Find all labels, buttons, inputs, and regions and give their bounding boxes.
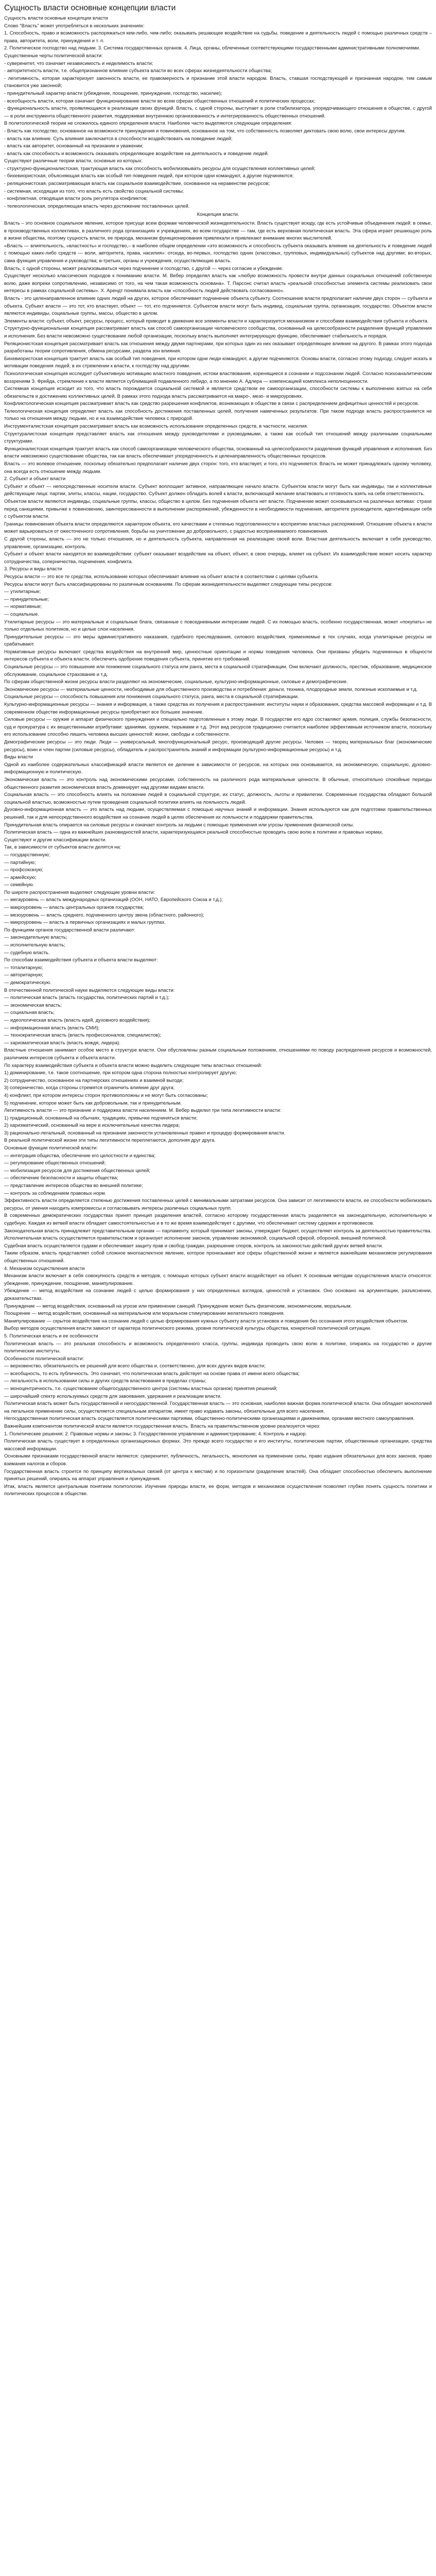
paragraph: Эффективность власти определяется степенью достижения поставленных целей с минимальными затратами ресурсов. Она зависит от легитимности власти, ее способности мобилизовать ресурсы, от умения находить компромиссы и согласовывать интересы различных социальных групп. — [4, 1197, 432, 1211]
paragraph: Поощрение — метод воздействия, основанный на материальном или моральном стимулировании желательного поведения. — [4, 1310, 285, 1316]
paragraph: Особенности политической власти: — [4, 1355, 84, 1361]
paragraph: Манипулирование — скрытое воздействие на сознание людей с целью формирования нужных субъекту власти установок и поведения без осознания этого воздействия объектом. — [4, 1317, 408, 1324]
paragraph: — государственную; — [4, 851, 50, 857]
paragraph: Субъект и объект власти находятся во взаимодействии: субъект оказывает воздействие на объект, объект, в свою очередь, влияет на субъект. Их взаимодействие может носить характер сотрудничества, соперничества, подчинения, конфликта. — [4, 551, 432, 564]
paragraph: Структурно-функциональная концепция рассматривает власть как способ самоорганизации человеческого сообщества, основанный на целесообразности разделения функций управления и исполнения. Без власти невозможно существование любой организации, поскольку власть выполняет интегрирующую функцию, обеспечивает стабильность и порядок. — [4, 325, 432, 338]
paragraph: 3) соперничество, когда стороны стремятся ограничить влияние друг друга; — [4, 1084, 175, 1091]
paragraph: Власть – это основное социальное явление, которое присуще всем формам человеческой жизнедеятельности. Власть существует всюду, где есть устойчивые объединения людей: в семье, в производственных коллективах, в различного рода организациях и учреждениях, во всем государстве — там, где есть верховная политическая власть. Эта сфера играет решающую роль в жизни общества, поэтому сущность власти, ее природа, механизм функционирования привлекали и привлекают внимание многих мыслителей. — [4, 220, 432, 241]
paragraph: Социальная власть — это способность влиять на положение людей в социальной структуре, их статус, должность, льготы и привилегии. Современные государства обладают большой социальной властью, возможностью путем проведения социальной политики влиять на лояльность людей. — [4, 791, 432, 805]
paragraph: Убеждение — метод воздействия на сознание людей с целью формирования у них определенных взглядов, ценностей и установок. Оно основано на аргументации, разъяснении, доказательствах. — [4, 1287, 432, 1301]
paragraph: — технократическая власть (власть профессионалов, специалистов); — [4, 1032, 161, 1038]
paragraph: Основными признаками государственной власти являются: суверенитет, публичность, легальность, монополия на применение силы, право издания обязательных для всех законов, право взимания налогов и сборов. — [4, 1453, 432, 1466]
paragraph: — социальные. — [4, 611, 39, 617]
paragraph: Легитимность власти — это признание и поддержка власти населением. М. Вебер выделил три типа легитимности власти: — [4, 1107, 282, 1113]
paragraph: — регулирование общественных отношений; — [4, 1160, 106, 1166]
paragraph: Виды власти — [4, 754, 33, 760]
paragraph: Существуют и другие классификации власти. — [4, 836, 107, 842]
paragraph: — судебную власть. — [4, 949, 50, 955]
paragraph: Социальные ресурсы — это повышение или понижение социального статуса или ранга, места в социальной стратификации. Они включают должность, престиж, образование, медицинское обслуживание, социальное страхование и т.д. — [4, 664, 432, 677]
paragraph: Инструменталистская концепция рассматривает власть как возможность использования определенных средств, в частности, насилия. — [4, 423, 308, 429]
paragraph: — демократическую. — [4, 979, 51, 985]
paragraph: — принудительные; — [4, 596, 49, 602]
paragraph: — законодательную власть; — [4, 934, 67, 940]
paragraph: Реляционистская концепция рассматривает власть как отношения между двумя партнерами, при которых один из них оказывает определяющее влияние на другого. В рамках этого подхода разработаны теории сопротивления, обмена ресурсами, раздела зон влияния. — [4, 340, 432, 354]
paragraph: Государственная власть строится по принципу вертикальных связей (от центра к местам) и по горизонтали (разделение властей). Она обладает способностью обеспечить выполнение принятых решений, опираясь на аппарат управления и принуждения. — [4, 1468, 432, 1482]
paragraph: Механизм власти включает в себя совокупность средств и методов, с помощью которых субъект власти воздействует на объект. К основным методам осуществления власти относятся: убеждение, принуждение, поощрение, манипулирование. — [4, 1273, 432, 1286]
paragraph: В реальной политической жизни эти типы легитимности переплетаются, дополняя друг друга. — [4, 1137, 216, 1143]
paragraph: Властные отношения занимают особое место в структуре власти. Они обусловлены разным социальным положением, отношениями по поводу распределения ресурсов и возможностей, различием интересов субъекта и объекта власти. — [4, 1047, 432, 1060]
paragraph: 1. Политические решения; 2. Правовые нормы и законы; 3. Государственное управление и администрирование; 4. Контроль и надзор. — [4, 1430, 307, 1436]
paragraph: 1. Способность, право и возможность распоряжаться кем-либо, чем-либо; оказывать решающее воздействие на судьбы, поведение и деятельность людей с помощью различных средств – права, авторитета, воли, принуждения и т. п. — [4, 30, 432, 43]
paragraph: 1) доминирование, т.е. такое соотношение, при котором одна сторона полностью контролирует другую; — [4, 1070, 237, 1076]
paragraph: 2) сотрудничество, основанное на партнерских отношениях и взаимной выгоде; — [4, 1077, 184, 1083]
paragraph: Судебная власть осуществляется судами и обеспечивает защиту прав и свобод граждан, разрешение споров, контроль за законностью действий других ветвей власти. — [4, 1242, 383, 1248]
paragraph: Слово "Власть" может употребляться в нескольких значениях: — [4, 22, 145, 28]
paragraph: 5) подчинение, которое может быть как добровольным, так и принудительным. — [4, 1099, 182, 1106]
paragraph: По сферам общественной жизни ресурсы власти разделяют на экономические, социальные, культурно-информационные, силовые и демографические. — [4, 679, 348, 685]
paragraph: Сущность власти основные концепции власти — [4, 15, 108, 21]
paragraph: - телеологическая, определяющая власть через достижение поставленных целей. — [4, 202, 190, 209]
paragraph: — легальность в использовании силы и других средств властвования в пределах страны; — [4, 1378, 206, 1384]
paragraph: Принуждение — метод воздействия, основанный на угрозе или применении санкций. Принуждение может быть физическим, экономическим, моральным. — [4, 1302, 352, 1309]
paragraph: Границы повиновения объекта власти определяются характером объекта, его качествами и степенью подготовленности к восприятию властных распоряжений. Отношение объекта к власти может варьироваться от ожесточенного сопротивления, борьбы на уничтожение до добровольного, с радостью воспринимаемого повиновения. — [4, 520, 432, 534]
paragraph: — информационная власть (власть СМИ); — [4, 1024, 100, 1030]
paragraph: - суверенитет, что означает независимость и неделимость власти; — [4, 60, 153, 66]
paragraph: - всеобщность власти, которая означает функционирование власти во всем сферах общественных отношений и политических процессах; — [4, 97, 316, 104]
paragraph: 2. Политическое господство над людьми. 3. Система государственных органов. 4. Лица, органы, облеченные соответствующими государственными административными полномочиями. — [4, 45, 421, 51]
paragraph: — харизматическая власть (власть вождя, лидера). — [4, 1039, 121, 1045]
paragraph: — широчайший спектр используемых средств для завоевания, удержания и реализации власти. — [4, 1393, 222, 1399]
paragraph: Экономические ресурсы — материальные ценности, необходимые для общественного производства и потребления: деньги, техника, плодородные земли, полезные ископаемые и т.д. — [4, 686, 418, 692]
paragraph: Существенные черты политической власти: — [4, 52, 103, 58]
paragraph: - легитимность, которая характеризует законность власти, ее правомерность и признание этой власти народом. Власть, ставшая господствующей и признанная народом, тем самым становится уже законной; — [4, 75, 432, 89]
paragraph: Нормативные ресурсы включают средства воздействия на внутренний мир, ценностные ориентации и нормы поведения человека. Они призваны убедить подчиненных в общности интересов субъекта и объекта власти, обеспечить одобрение поведения субъекта, принятие его требований. — [4, 648, 432, 662]
paragraph: — микроуровень — власть в первичных организациях и малых группах. — [4, 919, 166, 925]
paragraph: — экономическая власть; — [4, 1002, 62, 1008]
paragraph: Власть - это целенаправленное влияние одних людей на других, которое обеспечивает подчинение объекта субъекту. Соотношение власти предполагает наличие двух сторон — субъекта и объекта. Субъект власти — это тот, кто властвует, объект — тот, кто подчиняется. Субъектом власти могут быть индивид, социальная группа, организация, государство. Объектом власти являются индивиды, социальные группы, массы, общество в целом. — [4, 295, 432, 316]
paragraph: Выбор методов осуществления власти зависит от характера политического режима, уровня политической культуры общества, конкретной политической ситуации. — [4, 1325, 372, 1331]
paragraph: — политическая власть (власть государства, политических партий и т.д.); — [4, 994, 169, 1001]
paragraph: - бихевиористская, объясняющая власть как особый тип поведения людей, при котором одни командуют, а другие подчиняются; — [4, 173, 294, 179]
paragraph: — идеологическая власть (власть идей, духовного воздействия); — [4, 1016, 151, 1023]
paragraph: С другой стороны, власть — это не только отношения, но и деятельность субъекта, направленная на реализацию своей воли. Властная деятельность включает в себя руководство, управление, организацию, контроль. — [4, 535, 432, 549]
section-heading: Концепция власти. — [197, 211, 239, 217]
paragraph: — нормативные; — [4, 603, 42, 609]
paragraph: «Власть — влиятельность, «властность» и господство,– в наиболее общем определении «это возможность и способность субъекта оказывать влияние на деятельность и поведение людей с помощью каких-либо средств — воли, авторитета, права, насилия»: отсюда, во-первых, господство одних (классовых, групповых, индивидуальных) субъектов над другими; во-вторых, сама функция управления и руководства; в-третьих, органы и учреждения, осуществляющие власть. — [4, 242, 432, 263]
paragraph: — тоталитарную; — [4, 964, 43, 970]
paragraph: Субъект и объект — непосредственные носители власти. Субъект воплощает активное, направляющее начало власти. Субъектом власти могут быть как индивиды, так и коллективные действующие лица: партии, элиты, классы, нации, государство. Субъект должен обладать волей к власти, включающей желание властвовать и готовность взять на себя ответственность. — [4, 483, 432, 497]
paragraph: - функциональность власти, проявляющаяся в реализации своих функций. Власть, с одной стороны, выступает в роли стабилизатора, упорядочивающего отношения в обществе, с другой — в роли инструмента общественного развития, поддерживая внутреннюю организованность и интегрированность общественных отношений. — [4, 105, 432, 118]
paragraph: — верховенство, обязательность ее решений для всего общества и, соответственно, для всех других видов власти; — [4, 1363, 266, 1369]
paragraph: — армейскую; — [4, 874, 37, 880]
paragraph: Ресурсы власти могут быть классифицированы по различным основаниям. По сферам жизнедеятельности выделяют следующие типы ресурсов: — [4, 581, 333, 587]
paragraph: По широте распространения выделяют следующие уровни власти: — [4, 889, 155, 895]
paragraph: Принудительная власть опирается на силовые ресурсы и означает контроль за людьми с помощью применения или угрозы применения физической силы. — [4, 821, 354, 827]
paragraph: - Власть как господство, основанное на возможности принуждения и повиновения, основанное на том, что собственность позволяет диктовать свою волю, свои интересы другим. — [4, 127, 406, 133]
paragraph: Элементы власти: субъект, объект, ресурсы, процесс, который приводит в движение все элементы власти и характеризуется механизмом и способами взаимодействия субъекта и объекта. — [4, 317, 429, 324]
paragraph: — контроль за соблюдением правовых норм. — [4, 1190, 107, 1196]
paragraph: Итак, власть является центральным понятием политологии. Изучение природы власти, ее форм, методов и механизмов осуществления позволяет глубже понять сущность политики и политических процессов в обществе. — [4, 1483, 432, 1497]
paragraph: — партийную; — [4, 859, 36, 865]
paragraph: - системная, исходящая из того, что власть есть свойство социальной системы; — [4, 188, 184, 194]
paragraph: Психологическая концепция исследует субъективную мотивацию властного поведения, истоки властвования, коренящиеся в сознании и подсознании людей. Согласно психоаналитическим воззрениям З. Фрейда, стремление к власти является сублимацией подавленного либидо, а по мнению А. Адлера — компенсацией комплекса неполноценности. — [4, 370, 432, 384]
paragraph: - власть как способность и возможность оказывать определяющее воздействие на деятельность и поведение людей. — [4, 150, 269, 156]
paragraph: — семейную. — [4, 882, 34, 888]
paragraph: По характеру взаимодействия субъекта и объекта власти можно выделить следующие типы властных отношений: — [4, 1062, 262, 1068]
paragraph: В современных демократических государствах принят принцип разделения властей, согласно которому государственная власть разделяется на законодательную, исполнительную и судебную. Каждая из ветвей власти обладает самостоятельностью и в то же время взаимодействует с другими, что обеспечивает систему сдержек и противовесов. — [4, 1212, 432, 1226]
paragraph: Одной из наиболее содержательных классификаций власти является ее деление в зависимости от ресурсов, на которых она основывается, на экономическую, социальную, духовно-информационную и политическую. — [4, 761, 432, 775]
paragraph: 3) рационально-легальный, основанный на признании законности установленных правил и процедур формирования власти. — [4, 1129, 286, 1136]
paragraph: - структурно-функционалистская, трактующая власть как способность мобилизовывать ресурсы для осуществления коллективных целей; — [4, 165, 316, 171]
paragraph: — интеграция общества, обеспечение его целостности и единства; — [4, 1152, 156, 1158]
document-body — [4, 14, 432, 1498]
paragraph: Структуралистская концепция представляет власть как отношения между руководителями и руководимыми, а также как особый тип отношений между различными социальными структурами. — [4, 430, 432, 444]
paragraph: Существует несколько классических подходов к пониманию власти. М. Вебер определял власть как «любую возможность провести внутри данных социальных отношений собственную волю, даже вопреки сопротивлению, независимо от того, на чем такая возможность основана». Т. Парсонс считал власть «реальной способностью элемента системы реализовать свои интересы в рамках социальной системы». Х. Арендт понимала власть как «способность людей действовать согласованно». — [4, 273, 432, 294]
paragraph: Социальные ресурсы — способность повышения или понижения социального статуса, ранга, места в социальной стратификации. — [4, 693, 299, 700]
paragraph: По функциям органов государственной власти различают: — [4, 926, 135, 933]
paragraph: - конфликтная, отводящая власти роль регулятора конфликтов; — [4, 195, 148, 201]
paragraph: Исполнительная власть осуществляется правительством и организует исполнение законов, управление экономикой, социальной сферой, обороной, внешней политикой. — [4, 1235, 387, 1241]
paragraph: Культурно-информационные ресурсы — знания и информация, а также средства их получения и распространения: институты науки и образования, средства массовой информации и т.д. В современном обществе информационные ресурсы приобретают все большее значение. — [4, 701, 432, 715]
paragraph: - реляционистская, рассматривающая власть как социальное взаимодействие, основанное на неравенстве ресурсов; — [4, 180, 270, 187]
paragraph: — всеобщность, то есть публичность. Это означает, что политическая власть действует на основе права от имени всего общества; — [4, 1370, 300, 1376]
paragraph: - власть как авторитет, основанный на признании и уважении; — [4, 143, 144, 149]
paragraph: Функционалистская концепция трактует власть как способ самоорганизации человеческого общества, основанный на целесообразности разделения функций управления и исполнения. Без власти невозможно существование общества, так как власть обеспечивает упорядоченность и целенаправленность общественных процессов. — [4, 445, 432, 459]
paragraph: Важнейшим компонентом политической власти является государственная власть. Власть на правительственном уровне реализуется через: — [4, 1423, 321, 1429]
paragraph: Власть, с одной стороны, может реализовываться через подчинение и господство, с другой — через согласие и убеждение. — [4, 265, 284, 271]
paragraph: Бихевиористская концепция трактует власть как особый тип поведения, при котором одни люди командуют, а другие подчиняются. Основы власти, согласно этому подходу, следует искать в мотивации поведения людей, в их стремлении к власти, к господству над другими. — [4, 355, 432, 369]
paragraph: В отечественной политической науке выделяются следующие виды власти: — [4, 987, 175, 993]
paragraph: Политическая власть — одна из важнейших разновидностей власти, характеризующаяся реальной способностью проводить свою волю в политике и правовых нормах. — [4, 829, 383, 835]
paragraph: — авторитарную; — [4, 972, 43, 978]
paragraph: — обеспечение безопасности и защиты общества; — [4, 1175, 118, 1181]
paragraph: — мобилизация ресурсов для достижения общественных целей; — [4, 1167, 150, 1173]
paragraph: — профсоюзную; — [4, 867, 44, 873]
paragraph: — представление интересов общества во внешней политике; — [4, 1182, 143, 1189]
paragraph: Политическая власть — это реальная способность и возможность определенного класса, группы, индивида проводить свою волю в политике, опираясь на государство и другие политические институты. — [4, 1340, 432, 1354]
paragraph: Телеологическая концепция определяет власть как способность достижения поставленных целей, получения намеченных результатов. При таком подходе власть распространяется не только на отношения между людьми, но и на взаимодействие человека с природой. — [4, 408, 432, 421]
paragraph: Основные функции политической власти: — [4, 1145, 98, 1151]
paragraph: Силовые ресурсы — оружие и аппарат физического принуждения и специально подготовленные к этому люди. В государстве его ядро составляют армия, полиция, службы безопасности, суд и прокуратура с их вещественными атрибутами: зданиями, оружием, тюрьмами и т.д. Этот вид ресурсов традиционно считается наиболее эффективным источником власти, поскольку его использование способно лишить человека высших ценностей: жизни, свободы и собственности. — [4, 716, 432, 737]
paragraph: — социальная власть; — [4, 1009, 55, 1015]
paragraph: — мезоуровень — власть среднего, подчиненного центру звена (областного, районного); — [4, 911, 204, 918]
document-title: Сущность власти основные концепции власти — [4, 4, 176, 12]
paragraph: 4) конфликт, при котором интересы сторон противоположны и не могут быть согласованы; — [4, 1092, 208, 1098]
paragraph: — макроуровень — власть центральных органов государства; — [4, 904, 144, 910]
paragraph: — исполнительную власть; — [4, 942, 65, 948]
paragraph: Духовно-информационная власть — это власть над людьми, осуществляемая с помощью научных знаний и информации. Знания используются как для подготовки правительственных решений, так и для непосредственного воздействия на сознание людей в целях обеспечения их лояльности и поддержки правительства. — [4, 806, 432, 820]
paragraph: Законодательная власть принадлежит представительным органам — парламенту, который принимает законы, утверждает бюджет, осуществляет контроль за деятельностью правительства. — [4, 1227, 432, 1233]
paragraph: Существуют различные теории власти, основные из которых: — [4, 158, 143, 164]
paragraph: В политологической теории не сложилось единого определения власти. Наиболее часто выделяются следующие определения: — [4, 120, 292, 126]
paragraph: — моноцентричность, т.е. существование общегосударственного центра (системы властных органов) принятия решений; — [4, 1385, 278, 1392]
paragraph: Так, в зависимости от субъектов власти делятся на: — [4, 844, 121, 850]
paragraph: 3. Ресурсы и виды власти — [4, 566, 62, 572]
paragraph: - власть как влияние. Суть влияния заключается в способности воздействовать на поведение людей; — [4, 135, 233, 141]
paragraph: 4. Механизм осуществления власти — [4, 1265, 85, 1271]
paragraph: Демографические ресурсы — это люди. Люди — универсальный, многофункциональный ресурс, производящий другие ресурсы. Человек — творец материальных благ (экономические ресурсы), воин и член партии (силовые ресурсы), обладатель и распространитель знаний и информации (культурно-информационные ресурсы) и т.д. — [4, 739, 432, 752]
paragraph: 5. Политическая власть и ее особенности — [4, 1332, 98, 1338]
paragraph: Принудительные ресурсы — это меры административного наказания, судебного преследования, силового воздействия, применяемые в тех случаях, когда утилитарные ресурсы не срабатывают. — [4, 633, 432, 647]
paragraph: 2) харизматический, основанный на вере в исключительные качества лидера; — [4, 1122, 180, 1128]
paragraph: Утилитарные ресурсы — это материальные и социальные блага, связанные с повседневными интересами людей. С их помощью власть, особенно государственная, может «покупать» не только отдельных политиков, но и целые слои населения. — [4, 618, 432, 632]
paragraph: Политическая власть может быть государственной и негосударственной. Государственная власть — это основная, наиболее важная форма политической власти. Она обладает монополией на легальное применение силы, осуществляется специальным аппаратом, имеет право издавать законы, обязательные для всего населения. — [4, 1400, 432, 1414]
paragraph: Политическая власть существует в определенных организационных формах. Это прежде всего государство и его институты, политические партии, общественные организации, средства массовой информации. — [4, 1438, 432, 1451]
paragraph: Негосударственная политическая власть осуществляется политическими партиями, общественно-политическими организациями и движениями, органами местного самоуправления. — [4, 1415, 415, 1421]
paragraph: Власть — это волевое отношение, поскольку обязательно предполагает наличие двух сторон: того, кто властвует, и того, кто подчиняется. Власть не может принадлежать одному человеку, она всегда есть отношение между людьми. — [4, 461, 432, 474]
paragraph: Конфликтологическая концепция рассматривает власть как средство разрешения конфликтов, возникающих в обществе в связи с распределением дефицитных ценностей и ресурсов. — [4, 400, 419, 406]
paragraph: Экономическая власть — это контроль над экономическими ресурсами, собственность на различного рода материальные ценности. В обычные, относительно спокойные периоды общественного развития экономическая власть доминирует над другими видами власти. — [4, 776, 432, 790]
paragraph: - принудительный характер власти (убеждение, поощрение, принуждение, господство, насилие); — [4, 90, 222, 96]
paragraph: Ресурсы власти — это все те средства, использование которых обеспечивает влияние на объект власти в соответствии с целями субъекта. — [4, 573, 319, 579]
paragraph: Системная концепция исходит из того, что власть порождается социальной системой и является средством ее самоорганизации, способности системы к выполнению взятых на себя обязательств и достижению коллективных целей. В рамках этого подхода власть рассматривается на макро-, мезо- и микроуровнях. — [4, 385, 432, 399]
paragraph: Объектом власти являются индивиды, социальные группы, классы, общество в целом. Без подчинения объекта нет власти. Подчинение может основываться на различных мотивах: страхе перед санкциями, привычке к повиновению, заинтересованности в выполнении распоряжений, убежденности в необходимости подчинения, авторитете руководителя, идентификации себя с субъектом власти. — [4, 498, 432, 519]
paragraph: — утилитарные; — [4, 588, 41, 595]
paragraph: - авторитетность власти, т.е. общепризнанное влияние субъекта власти во всех сферах жизнедеятельности общества; — [4, 67, 272, 74]
paragraph: Таким образом, власть представляет собой сложное многоаспектное явление, которое пронизывает все сферы общественной жизни и является важнейшим механизмом регулирования общественных отношений. — [4, 1250, 432, 1263]
paragraph: По способам взаимодействия субъекта и объекта власти выделяют: — [4, 957, 158, 963]
paragraph: 1) традиционный, основанный на обычаях, традициях, привычке подчиняться власти; — [4, 1114, 198, 1121]
paragraph: 2. Субъект и объект власти — [4, 476, 66, 482]
paragraph: — мегауровень — власть международных организаций (ООН, НАТО, Европейского Союза и т.д.); — [4, 896, 223, 903]
